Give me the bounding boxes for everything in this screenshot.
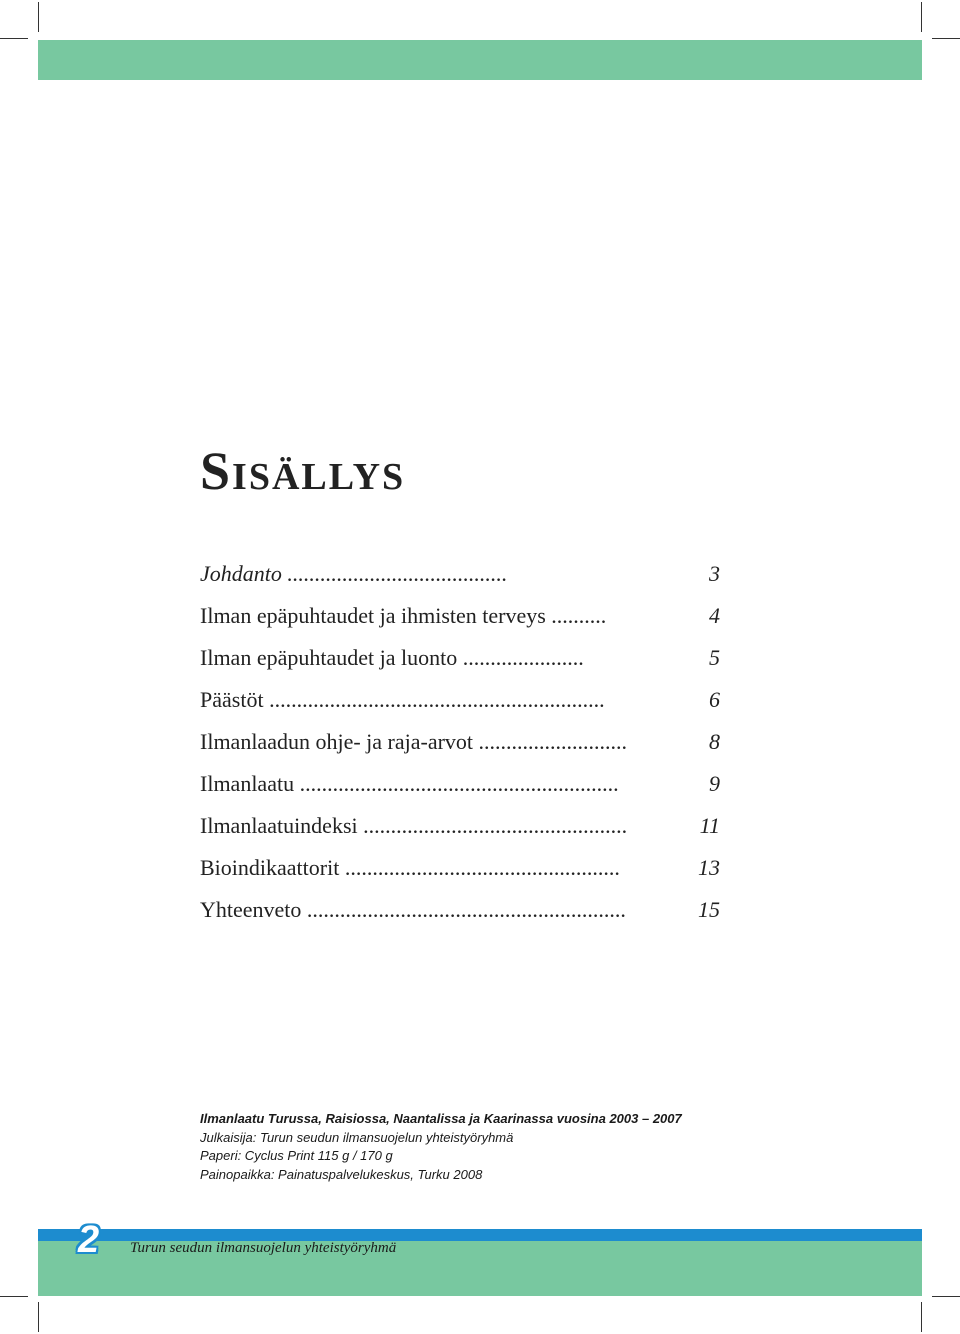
crop-mark (932, 1296, 960, 1297)
crop-mark (0, 1296, 28, 1297)
crop-mark (921, 1302, 922, 1332)
page-title: Sisällys (200, 441, 406, 501)
crop-mark (921, 2, 922, 32)
crop-mark (0, 38, 28, 39)
crop-mark (38, 2, 39, 32)
crop-mark (38, 1302, 39, 1332)
colophon-heading: Ilmanlaatu Turussa, Raisiossa, Naantalissa ja Kaarinassa vuosina 2003 – 2007 (200, 1111, 682, 1126)
colophon (200, 1110, 760, 1184)
page-number: 2 (78, 1219, 100, 1261)
toc-entry[interactable] (200, 721, 720, 763)
toc-entry[interactable] (200, 805, 720, 847)
toc-entry-page: 4 (709, 603, 720, 628)
toc-entry-label: Yhteenveto .......................................................... (200, 897, 626, 922)
toc-entry-page: 13 (698, 855, 720, 880)
toc-entry-page: 15 (698, 897, 720, 922)
toc-entry-page: 11 (699, 813, 720, 838)
footer-organization: Turun seudun ilmansuojelun yhteistyöryhmä (130, 1240, 397, 1256)
toc-entry-page: 8 (709, 729, 720, 754)
toc-entry-label: Johdanto ........................................ (200, 561, 508, 586)
toc-entry[interactable] (200, 679, 720, 721)
toc-entry[interactable] (200, 553, 720, 595)
toc-entry[interactable] (200, 889, 720, 931)
colophon-publisher: Julkaisija: Turun seudun ilmansuojelun yhteistyöryhmä (200, 1129, 514, 1145)
toc-entry[interactable] (200, 847, 720, 889)
toc-entry-label: Ilmanlaatuindeksi ................................................ (200, 813, 628, 838)
toc-entry-label: Bioindikaattorit .................................................. (200, 855, 620, 880)
toc-entry-label: Ilmanlaatu .......................................................... (200, 771, 619, 796)
table-of-contents (200, 553, 720, 931)
toc-entry[interactable] (200, 763, 720, 805)
toc-entry[interactable] (200, 637, 720, 679)
crop-mark (932, 38, 960, 39)
toc-entry-label: Ilman epäpuhtaudet ja ihmisten terveys .......... (200, 603, 607, 628)
colophon-printer: Painopaikka: Painatuspalvelukeskus, Turku 2008 (200, 1166, 483, 1182)
toc-entry-label: Ilmanlaadun ohje- ja raja-arvot ........................... (200, 729, 628, 754)
toc-entry-label: Ilman epäpuhtaudet ja luonto ...................... (200, 645, 584, 670)
colophon-paper: Paperi: Cyclus Print 115 g / 170 g (200, 1148, 393, 1163)
header-band (38, 40, 922, 80)
toc-entry-page: 3 (709, 561, 720, 586)
toc-entry-label: Päästöt ............................................................. (200, 687, 605, 712)
toc-entry-page: 6 (709, 687, 720, 712)
toc-entry[interactable] (200, 595, 720, 637)
toc-entry-page: 5 (709, 645, 720, 670)
toc-entry-page: 9 (709, 771, 720, 796)
